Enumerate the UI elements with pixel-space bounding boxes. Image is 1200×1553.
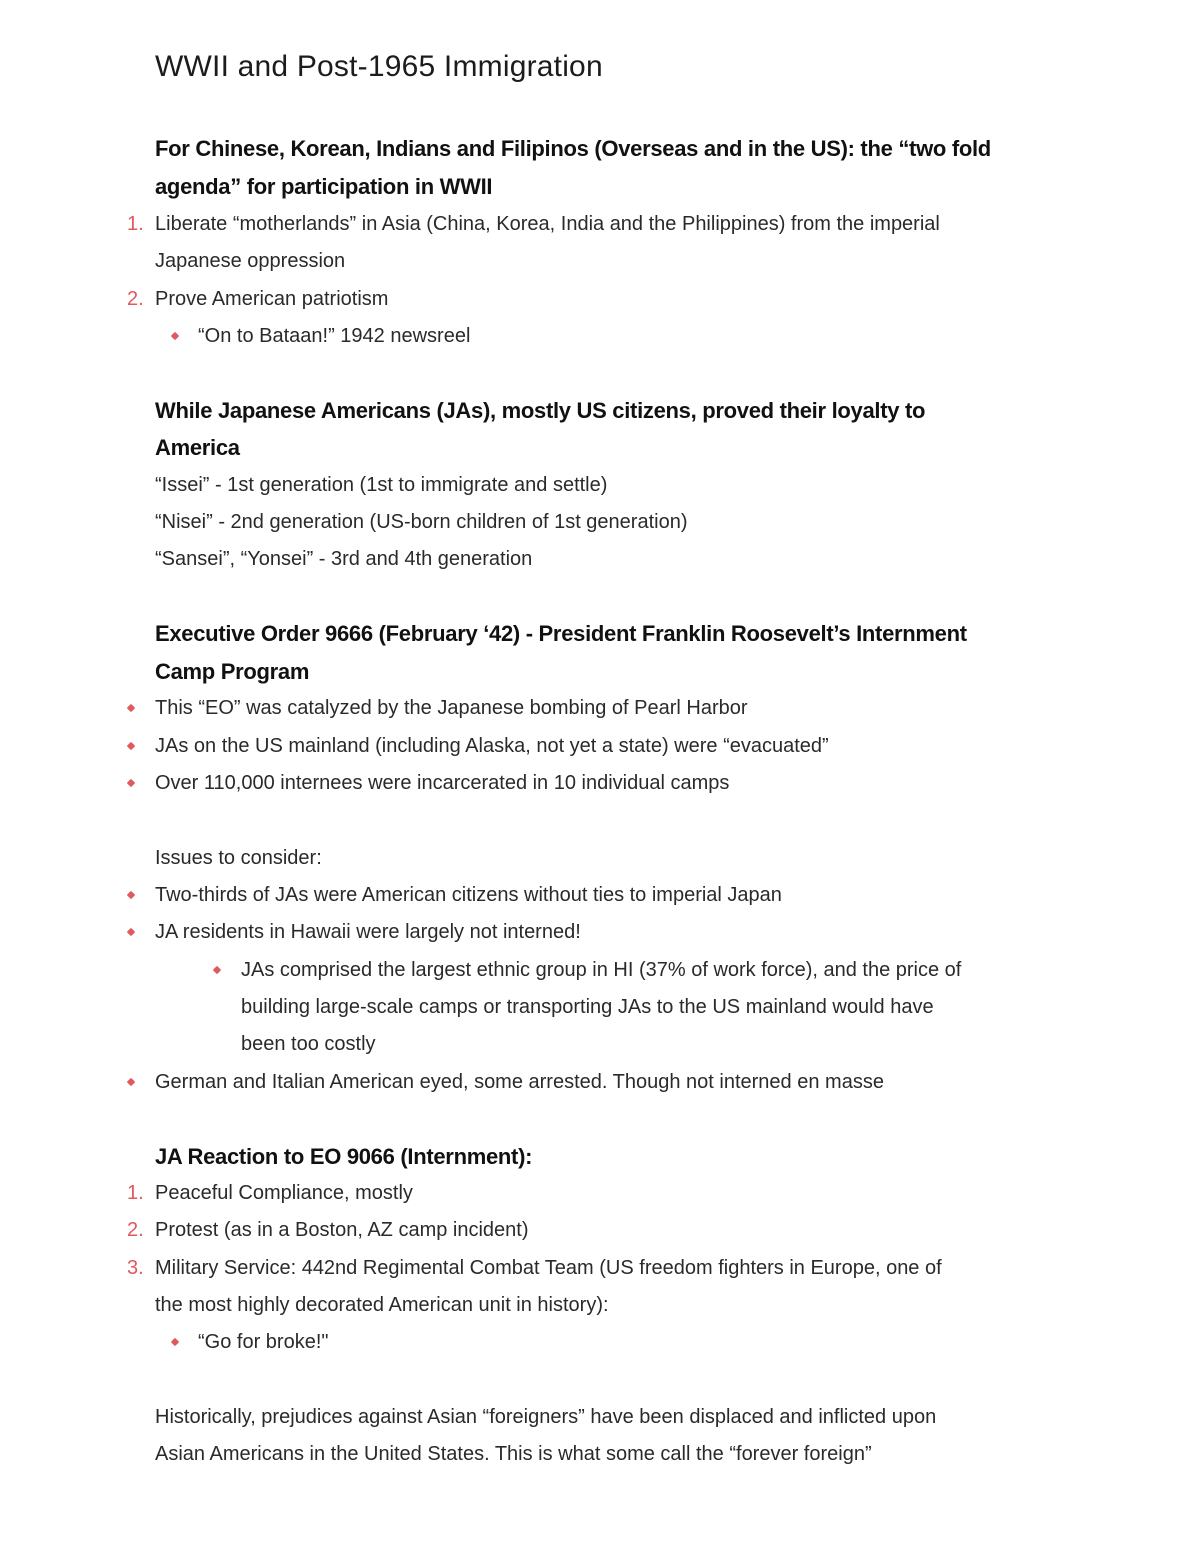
bullet-icon	[171, 1338, 179, 1346]
section3-heading: Executive Order 9666 (February ‘42) - President Franklin Roosevelt’s Internment	[155, 621, 967, 646]
section4-heading: JA Reaction to EO 9066 (Internment):	[155, 1144, 533, 1169]
list-item: JA residents in Hawaii were largely not interned!	[155, 921, 581, 943]
bullet-icon	[213, 966, 221, 974]
list-item: Peaceful Compliance, mostly	[155, 1182, 413, 1204]
sub-list-item: “On to Bataan!” 1942 newsreel	[198, 325, 471, 347]
section1-heading-cont: agenda” for participation in WWII	[155, 174, 493, 199]
list-item: JAs on the US mainland (including Alaska, not yet a state) were “evacuated”	[155, 735, 829, 757]
text-line: “Issei” - 1st generation (1st to immigrate and settle)	[155, 474, 608, 496]
bullet-icon	[127, 779, 135, 787]
closing-paragraph-cont: Asian Americans in the United States. This is what some call the “forever foreign”	[155, 1443, 872, 1465]
bullet-icon	[127, 891, 135, 899]
list-item-cont: the most highly decorated American unit in history):	[155, 1294, 609, 1316]
bullet-icon	[127, 742, 135, 750]
list-item-cont: Japanese oppression	[155, 250, 346, 272]
bullet-icon	[127, 928, 135, 936]
list-number: 1.	[127, 1182, 144, 1204]
section2-heading: While Japanese Americans (JAs), mostly US citizens, proved their loyalty to	[155, 398, 926, 423]
sub-list-item-cont: building large-scale camps or transporting JAs to the US mainland would have	[241, 996, 934, 1018]
list-number: 1.	[127, 213, 144, 235]
issues-label: Issues to consider:	[155, 847, 322, 869]
list-number: 2.	[127, 288, 144, 310]
list-number: 3.	[127, 1257, 144, 1279]
section1-heading: For Chinese, Korean, Indians and Filipinos (Overseas and in the US): the “two fold	[155, 136, 991, 161]
sub-list-item: JAs comprised the largest ethnic group in HI (37% of work force), and the price of	[241, 959, 962, 981]
section2-heading-cont: America	[155, 435, 240, 460]
document-title: WWII and Post-1965 Immigration	[155, 50, 603, 83]
list-item: Over 110,000 internees were incarcerated in 10 individual camps	[155, 772, 730, 794]
text-line: “Nisei” - 2nd generation (US-born children of 1st generation)	[155, 511, 688, 533]
list-item: Liberate “motherlands” in Asia (China, Korea, India and the Philippines) from the imperial	[155, 213, 940, 235]
list-item: Military Service: 442nd Regimental Combat Team (US freedom fighters in Europe, one of	[155, 1257, 942, 1279]
sub-list-item-cont: been too costly	[241, 1033, 376, 1055]
list-number: 2.	[127, 1219, 144, 1241]
bullet-icon	[127, 704, 135, 712]
bullet-icon	[127, 1078, 135, 1086]
section3-heading-cont: Camp Program	[155, 659, 310, 684]
bullet-icon	[171, 332, 179, 340]
list-item: Two-thirds of JAs were American citizens without ties to imperial Japan	[155, 884, 782, 906]
text-line: “Sansei”, “Yonsei” - 3rd and 4th generation	[155, 548, 533, 570]
list-item: Protest (as in a Boston, AZ camp incident)	[155, 1219, 529, 1241]
sub-list-item: “Go for broke!"	[198, 1331, 329, 1353]
closing-paragraph: Historically, prejudices against Asian “foreigners” have been displaced and inflicted upon	[155, 1406, 937, 1428]
list-item: This “EO” was catalyzed by the Japanese bombing of Pearl Harbor	[155, 697, 748, 719]
list-item: Prove American patriotism	[155, 288, 389, 310]
list-item: German and Italian American eyed, some arrested. Though not interned en masse	[155, 1071, 884, 1093]
